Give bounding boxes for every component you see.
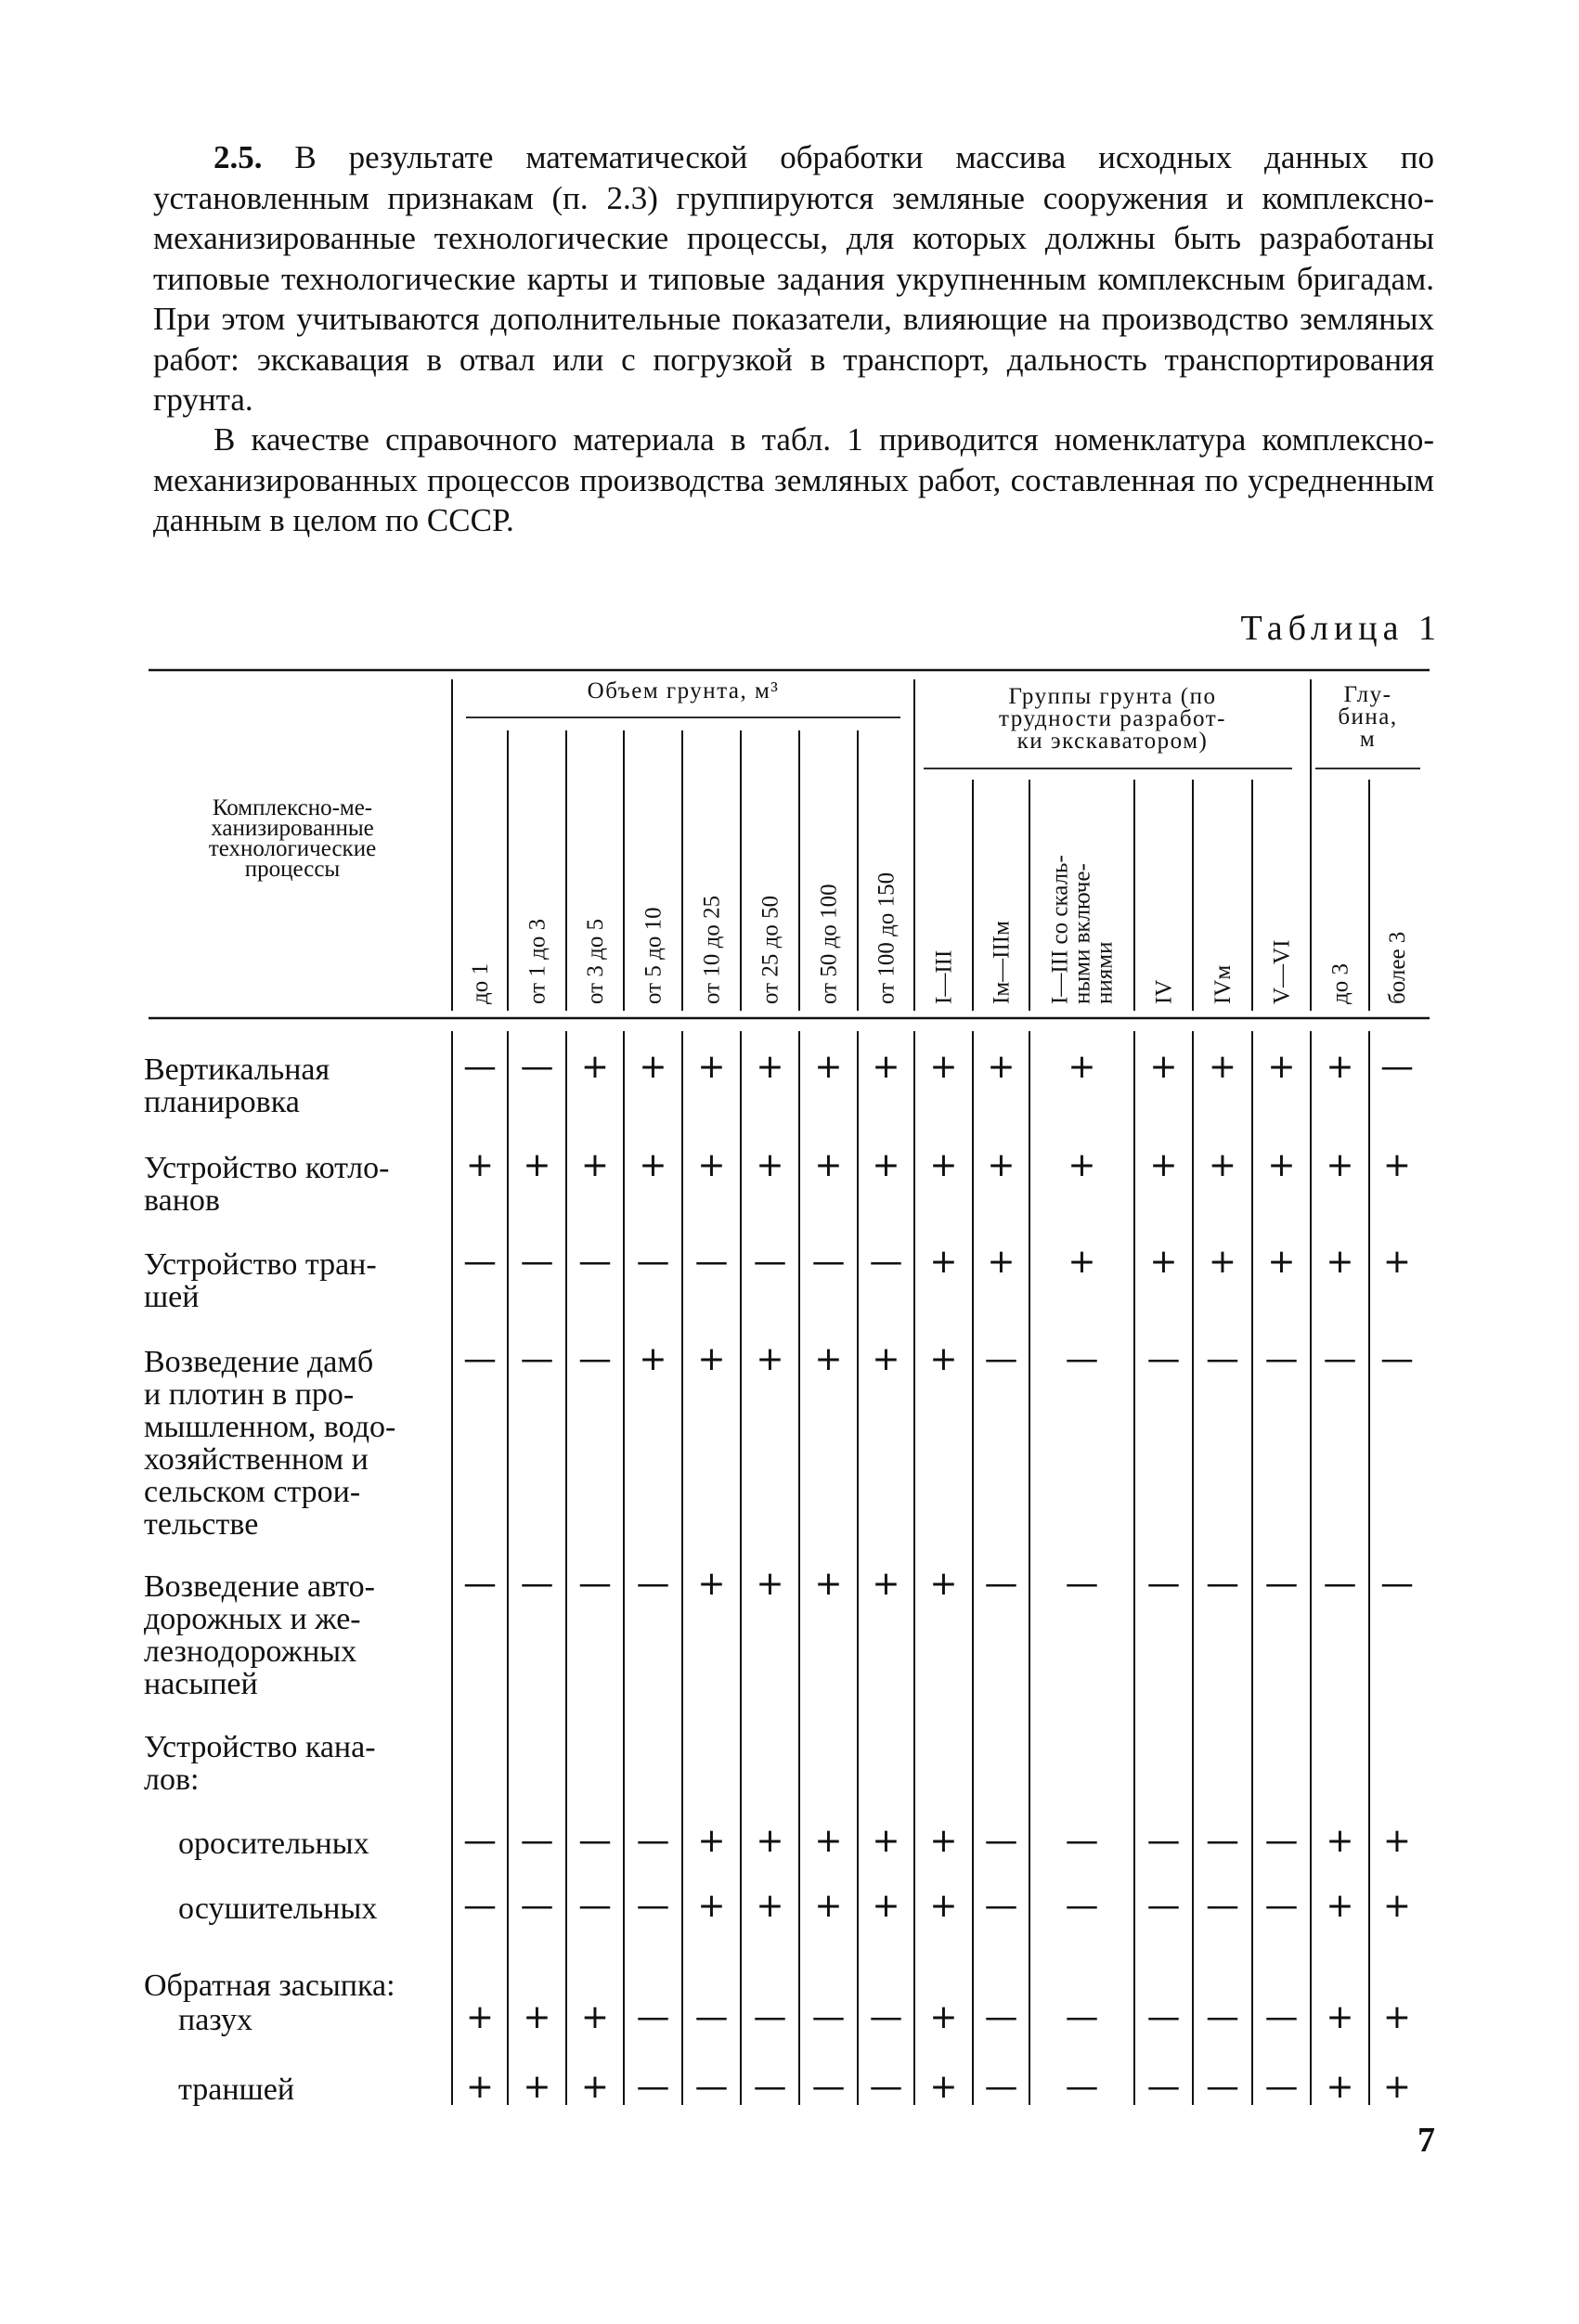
column-header: I—III со скаль-	[1047, 855, 1073, 1004]
column-header: до 3	[1327, 963, 1353, 1004]
cell-plus: +	[1068, 1048, 1096, 1086]
cell-dash: —	[636, 2068, 670, 2106]
group-header: бина,	[1338, 704, 1398, 729]
table-caption: Таблица 1	[1240, 609, 1442, 648]
cell-plus: +	[814, 1048, 843, 1086]
cell-dash: —	[984, 1565, 1018, 1603]
row-label: Обратная засыпка:	[144, 1969, 395, 2003]
group-header: Группы грунта (по	[1008, 684, 1217, 709]
cell-dash: —	[578, 1243, 612, 1281]
cell-plus: +	[1382, 2068, 1412, 2106]
row-label: дорожных и же-	[144, 1602, 361, 1636]
column-header: от 50 до 100	[816, 884, 842, 1004]
row-header-label: технологические	[208, 836, 377, 861]
column-header: V—VI	[1269, 939, 1295, 1004]
cell-plus: +	[814, 1340, 843, 1378]
cell-dash: —	[1264, 2068, 1299, 2106]
cell-plus: +	[1149, 1146, 1178, 1184]
cell-plus: +	[580, 1048, 610, 1086]
cell-dash: —	[1146, 1998, 1181, 2036]
cell-plus: +	[1326, 1048, 1354, 1086]
column-header: от 25 до 50	[757, 895, 783, 1004]
row-label: ванов	[144, 1183, 220, 1218]
cell-dash: —	[1065, 1565, 1099, 1603]
cell-dash: —	[463, 1340, 497, 1378]
cell-dash: —	[694, 2068, 729, 2106]
cell-plus: +	[814, 1565, 843, 1603]
cell-dash: —	[520, 1565, 554, 1603]
cell-plus: +	[1382, 1146, 1412, 1184]
cell-dash: —	[463, 1565, 497, 1603]
cell-dash: —	[578, 1565, 612, 1603]
row-label: лезнодорожных	[144, 1634, 357, 1669]
cell-plus: +	[987, 1048, 1016, 1086]
cell-plus: +	[580, 2068, 610, 2106]
cell-dash: —	[1206, 1887, 1239, 1925]
cell-dash: —	[1206, 1998, 1239, 2036]
cell-dash: —	[1206, 2068, 1239, 2106]
cell-plus: +	[1326, 1887, 1354, 1925]
column-header: ными включе-	[1069, 863, 1095, 1004]
column-header: IVм	[1210, 964, 1236, 1004]
cell-dash: —	[636, 1998, 670, 2036]
cell-plus: +	[639, 1048, 667, 1086]
paragraph-text: В результате математической обработки массива исходных данных по установленным признакам (п. 2.3) группируются земляные сооружения и комплексно-механизированные технологические процессы, для которых должны быть разработаны типовые технологические карты и типовые задания укрупненным комплексным бригадам. При этом учитываются дополнительные показатели, влияющие на производство земляных работ: экскавация в отвал или с погрузкой в транспорт, дальность транспортирования грунта.	[153, 139, 1435, 418]
cell-dash: —	[1146, 1887, 1181, 1925]
row-label: шей	[144, 1280, 200, 1314]
row-label: хозяйственном и	[144, 1442, 369, 1477]
cell-plus: +	[929, 1822, 958, 1860]
cell-dash: —	[753, 1243, 787, 1281]
column-header: ниями	[1092, 941, 1118, 1004]
row-label: планировка	[144, 1085, 300, 1119]
cell-plus: +	[465, 2068, 495, 2106]
cell-plus: +	[580, 1146, 610, 1184]
cell-plus: +	[756, 1340, 784, 1378]
cell-plus: +	[697, 1822, 726, 1860]
cell-dash: —	[811, 2068, 846, 2106]
column-header: I—III	[931, 949, 957, 1004]
cell-plus: +	[697, 1048, 726, 1086]
cell-dash: —	[1206, 1565, 1239, 1603]
row-label: траншей	[178, 2072, 295, 2107]
cell-plus: +	[465, 1998, 495, 2036]
group-header: Объем грунта, м³	[587, 678, 780, 704]
cell-plus: +	[1149, 1243, 1178, 1281]
cell-dash: —	[463, 1048, 497, 1086]
cell-dash: —	[869, 1998, 903, 2036]
paragraph-text: В качестве справочного материала в табл. 1 приводится номенклатура комплексно-механизированных процессов производства земляных работ, составленная по усредненным данным в целом по СССР.	[153, 421, 1434, 538]
group-header: м	[1359, 727, 1377, 752]
cell-dash: —	[753, 2068, 787, 2106]
cell-dash: —	[1264, 1998, 1299, 2036]
cell-plus: +	[929, 1243, 958, 1281]
cell-plus: +	[872, 1565, 900, 1603]
group-header: трудности разработ-	[999, 706, 1226, 731]
cell-plus: +	[1208, 1146, 1237, 1184]
cell-plus: +	[1382, 1822, 1412, 1860]
cell-plus: +	[1267, 1048, 1296, 1086]
cell-dash: —	[1065, 1340, 1099, 1378]
cell-plus: +	[814, 1887, 843, 1925]
cell-plus: +	[929, 1048, 958, 1086]
cell-plus: +	[987, 1243, 1016, 1281]
cell-dash: —	[1206, 1822, 1239, 1860]
row-label: сельском строи-	[144, 1475, 361, 1509]
cell-plus: +	[1326, 1146, 1354, 1184]
cell-plus: +	[523, 1146, 551, 1184]
cell-plus: +	[929, 2068, 958, 2106]
row-label: мышленном, водо-	[144, 1410, 396, 1444]
cell-dash: —	[753, 1998, 787, 2036]
cell-dash: —	[520, 1243, 554, 1281]
column-header: IV	[1151, 979, 1177, 1004]
cell-dash: —	[1264, 1565, 1299, 1603]
cell-dash: —	[869, 2068, 903, 2106]
cell-dash: —	[463, 1887, 497, 1925]
cell-plus: +	[1326, 1243, 1354, 1281]
cell-plus: +	[639, 1146, 667, 1184]
cell-plus: +	[814, 1146, 843, 1184]
cell-dash: —	[694, 1998, 729, 2036]
cell-plus: +	[697, 1887, 726, 1925]
cell-plus: +	[1068, 1146, 1096, 1184]
cell-dash: —	[1065, 1822, 1099, 1860]
cell-dash: —	[1264, 1887, 1299, 1925]
cell-dash: —	[1146, 1822, 1181, 1860]
row-header-label: Комплексно-ме-	[212, 795, 373, 820]
cell-dash: —	[1380, 1048, 1414, 1086]
cell-plus: +	[1267, 1146, 1296, 1184]
cell-dash: —	[636, 1887, 670, 1925]
cell-dash: —	[1264, 1822, 1299, 1860]
row-label: насыпей	[144, 1667, 258, 1701]
cell-dash: —	[636, 1565, 670, 1603]
cell-plus: +	[697, 1565, 726, 1603]
cell-plus: +	[465, 1146, 495, 1184]
row-header-label: процессы	[244, 857, 341, 882]
row-label: и плотин в про-	[144, 1377, 355, 1412]
column-header: от 3 до 5	[583, 918, 608, 1004]
cell-plus: +	[756, 1565, 784, 1603]
row-label: Возведение дамб	[144, 1345, 374, 1379]
cell-plus: +	[872, 1340, 900, 1378]
row-label: лов:	[144, 1762, 200, 1797]
cell-plus: +	[580, 1998, 610, 2036]
cell-plus: +	[929, 1146, 958, 1184]
row-label: тельстве	[144, 1507, 259, 1542]
cell-dash: —	[811, 1243, 846, 1281]
cell-plus: +	[872, 1887, 900, 1925]
cell-dash: —	[869, 1243, 903, 1281]
cell-dash: —	[984, 1887, 1018, 1925]
cell-plus: +	[1382, 1243, 1412, 1281]
row-label: Устройство тран-	[144, 1247, 377, 1282]
cell-plus: +	[1382, 1998, 1412, 2036]
cell-plus: +	[523, 1998, 551, 2036]
cell-plus: +	[1267, 1243, 1296, 1281]
cell-dash: —	[578, 1887, 612, 1925]
group-header: Глу-	[1343, 682, 1392, 707]
cell-plus: +	[872, 1146, 900, 1184]
cell-dash: —	[1206, 1340, 1239, 1378]
cell-dash: —	[578, 1822, 612, 1860]
cell-dash: —	[1380, 1565, 1414, 1603]
cell-dash: —	[984, 2068, 1018, 2106]
column-header: более 3	[1385, 931, 1410, 1004]
cell-plus: +	[1149, 1048, 1178, 1086]
cell-plus: +	[756, 1822, 784, 1860]
cell-dash: —	[1146, 2068, 1181, 2106]
cell-dash: —	[520, 1822, 554, 1860]
cell-plus: +	[1326, 2068, 1354, 2106]
cell-dash: —	[463, 1243, 497, 1281]
cell-plus: +	[756, 1146, 784, 1184]
paragraph-number: 2.5.	[214, 139, 263, 175]
cell-dash: —	[636, 1822, 670, 1860]
cell-dash: —	[578, 1340, 612, 1378]
column-header: от 5 до 10	[641, 907, 667, 1004]
cell-plus: +	[756, 1887, 784, 1925]
cell-dash: —	[1146, 1340, 1181, 1378]
cell-dash: —	[1264, 1340, 1299, 1378]
cell-dash: —	[1065, 1887, 1099, 1925]
cell-plus: +	[1382, 1887, 1412, 1925]
page-number: 7	[1417, 2121, 1435, 2160]
cell-dash: —	[636, 1243, 670, 1281]
cell-dash: —	[463, 1822, 497, 1860]
cell-dash: —	[984, 1822, 1018, 1860]
cell-plus: +	[1208, 1243, 1237, 1281]
cell-plus: +	[1326, 1998, 1354, 2036]
cell-plus: +	[697, 1340, 726, 1378]
row-label: пазух	[178, 2003, 253, 2037]
column-header: до 1	[468, 963, 493, 1004]
cell-dash: —	[984, 1340, 1018, 1378]
cell-dash: —	[520, 1340, 554, 1378]
group-header: ки экскаватором)	[1016, 729, 1209, 754]
cell-plus: +	[929, 1340, 958, 1378]
cell-dash: —	[694, 1243, 729, 1281]
cell-plus: +	[929, 1998, 958, 2036]
cell-plus: +	[1208, 1048, 1237, 1086]
cell-plus: +	[756, 1048, 784, 1086]
cell-plus: +	[929, 1565, 958, 1603]
column-header: от 100 до 150	[874, 872, 900, 1004]
cell-dash: —	[1146, 1565, 1181, 1603]
column-header: Iм—IIIм	[989, 921, 1015, 1004]
row-label: Возведение авто-	[144, 1569, 376, 1604]
cell-plus: +	[1068, 1243, 1096, 1281]
cell-dash: —	[1065, 1998, 1099, 2036]
cell-dash: —	[811, 1998, 846, 2036]
row-label: Вертикальная	[144, 1052, 330, 1087]
cell-plus: +	[697, 1146, 726, 1184]
cell-plus: +	[523, 2068, 551, 2106]
cell-plus: +	[1326, 1822, 1354, 1860]
cell-dash: —	[1065, 2068, 1099, 2106]
row-label: Устройство кана-	[144, 1730, 376, 1764]
row-label: оросительных	[178, 1827, 369, 1861]
row-label: Устройство котло-	[144, 1151, 390, 1185]
cell-dash: —	[520, 1887, 554, 1925]
cell-plus: +	[929, 1887, 958, 1925]
cell-dash: —	[520, 1048, 554, 1086]
row-label: осушительных	[178, 1891, 378, 1926]
cell-dash: —	[1323, 1565, 1357, 1603]
cell-dash: —	[1323, 1340, 1357, 1378]
column-header: от 10 до 25	[699, 895, 725, 1004]
cell-plus: +	[814, 1822, 843, 1860]
cell-dash: —	[984, 1998, 1018, 2036]
cell-plus: +	[987, 1146, 1016, 1184]
row-header-label: ханизированные	[211, 816, 374, 841]
cell-dash: —	[1380, 1340, 1414, 1378]
cell-plus: +	[872, 1048, 900, 1086]
column-header: от 1 до 3	[524, 918, 550, 1004]
cell-plus: +	[872, 1822, 900, 1860]
cell-plus: +	[639, 1340, 667, 1378]
